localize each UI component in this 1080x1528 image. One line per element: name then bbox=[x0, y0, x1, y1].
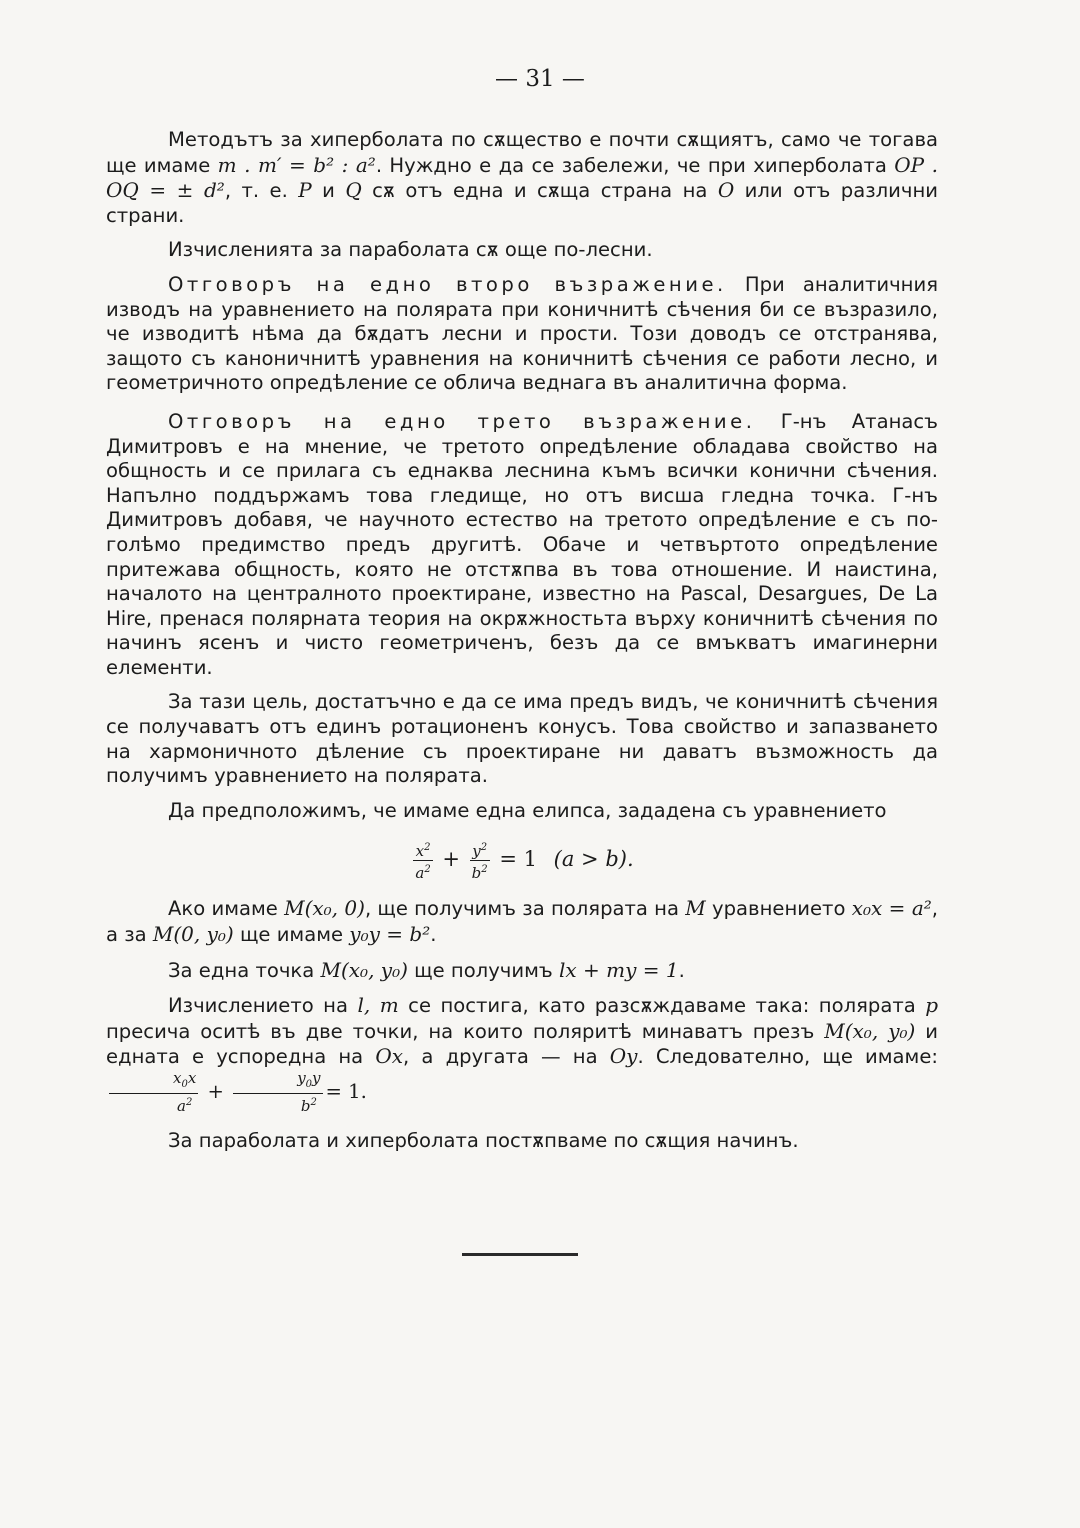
formula-point: M(x₀, 0) bbox=[284, 896, 365, 921]
text-run: пресича оситѣ въ две точки, на които поляритѣ минаватъ презъ bbox=[106, 1019, 825, 1043]
paragraph-parabola: Изчисленията за параболата сѫ още по-лесни. bbox=[168, 238, 653, 262]
symbol-ox: Ox bbox=[375, 1044, 404, 1069]
paragraph-general-point bbox=[106, 958, 938, 984]
formula-m-product: m . m′ = b² : a² bbox=[217, 152, 376, 177]
formula-point: M(x₀, y₀) bbox=[320, 957, 408, 982]
formula-point: M(0, y₀) bbox=[152, 922, 234, 947]
fraction-y2-b2: $\frac{y^2}{b^2}$ bbox=[470, 839, 490, 882]
paragraph-conclusion: За параболата и хиперболата постѫпваме по сѫщия начинъ. bbox=[168, 1129, 799, 1152]
formula-point: M(x₀, y₀) bbox=[824, 1018, 916, 1043]
text-run: . bbox=[430, 923, 437, 947]
paragraph-computation: Изчислението на l, m се постига, като разсѫждаваме така: полярата p пресича оситѣ въ две точки, на които поляритѣ минаватъ презъ M(x₀, y₀) и едната е успоредна на Ox, а другата — на Oy. Следователно, ще имаме: $\frac{x_0x}{a^2}$ + $\frac{y_0y}{b^2}$ = 1. bbox=[106, 993, 938, 1115]
symbol-m: M bbox=[685, 896, 706, 921]
equation-condition: (a > b). bbox=[553, 847, 634, 872]
text-run: се постига, като разсѫждаваме така: полярата bbox=[398, 994, 926, 1018]
text-run: За една точка bbox=[168, 958, 321, 982]
equation-rhs: = 1. bbox=[325, 1080, 367, 1103]
text-run: Г-нъ Атанасъ Димитровъ е на мнение, че третото опредѣление обладава свойство на общность и се прилага съ еднаква леснина къмъ всички конични сѣчения. Напълно поддържамъ това гледище, но отъ висша гледна точка. Г-нъ Димитровъ добавя, че научното естество на третото опредѣление е съ по-голѣмо предимство предъ другитѣ. Обаче и четвъртото опредѣление притежава общность, която не отстѫпва въ това отношение. И наистина, началото на централното проектиране, известно на Pascal, Desargues, De La Hire, пренася полярната теория на окрѫжностьта върху коничнитѣ сѣчения по начинъ ясенъ и чисто геометриченъ, безъ да се вмъкватъ имагинерни елементи. bbox=[106, 409, 939, 679]
symbol-o: O bbox=[717, 178, 735, 203]
text-run: . Нуждно е да се забележи, че при хиперболата bbox=[375, 153, 895, 177]
symbol-p: p bbox=[925, 993, 938, 1018]
page-number: — 31 — bbox=[495, 66, 585, 92]
section-heading: Отговоръ на едно трето възражение. bbox=[168, 409, 756, 433]
paragraph-polar-points bbox=[106, 896, 938, 947]
ellipse-equation: $\frac{x^2}{a^2}$ + $\frac{y^2}{b^2}$ = 1 (a > b). bbox=[106, 839, 938, 882]
text-run: Ако имаме bbox=[168, 897, 285, 921]
equation-rhs: = 1 bbox=[499, 847, 537, 872]
text-run: или отъ различни страни. bbox=[106, 179, 938, 227]
text-run: Изчислението на bbox=[168, 994, 358, 1018]
text-run: , т. е. bbox=[224, 179, 299, 203]
symbol-p: P bbox=[298, 178, 312, 203]
end-rule bbox=[462, 1253, 578, 1256]
formula-polar-y: y₀y = b² bbox=[349, 922, 431, 947]
body-text bbox=[106, 128, 938, 1154]
text-run: . bbox=[678, 958, 685, 982]
paragraph-third-objection bbox=[106, 410, 938, 681]
paragraph-ellipse-intro: Да предположимъ, че имаме една елипса, зададена съ уравнението bbox=[168, 798, 887, 822]
fraction-x2-a2: $\frac{x^2}{a^2}$ bbox=[413, 839, 432, 882]
text-run: ще имаме bbox=[233, 923, 350, 947]
text-run: и bbox=[311, 179, 346, 203]
formula-l-m: l, m bbox=[357, 993, 399, 1018]
text-run: Методътъ за хиперболата по сѫщество е почти сѫщиятъ, само че тогава ще имаме bbox=[106, 128, 938, 177]
paragraph-second-objection bbox=[106, 273, 938, 396]
text-run: При аналитичния изводъ на уравнението на полярата при коничнитѣ сѣчения би се възразило, че изводитѣ нѣма да бѫдатъ лесни и прости. Този доводъ се отстранява, защото съ каноничнитѣ уравнения на коничнитѣ сѣчения се работи лесно, и геометричното опредѣление се облича веднага въ аналитична форма. bbox=[106, 272, 939, 395]
text-run: и едната е успоредна на bbox=[106, 1019, 938, 1069]
fraction-x0x-a2: $\frac{x_0x}{a^2}$ bbox=[109, 1070, 198, 1115]
formula-op-oq: OP . OQ = ± d² bbox=[106, 152, 939, 203]
fraction-y0y-b2: $\frac{y_0y}{b^2}$ bbox=[233, 1070, 322, 1115]
text-run: , а другата — на bbox=[403, 1045, 610, 1069]
symbol-oy: Oy bbox=[609, 1044, 638, 1069]
formula-polar-x: x₀x = a² bbox=[851, 896, 932, 921]
text-run: , ще получимъ за полярата на bbox=[364, 897, 686, 921]
symbol-q: Q bbox=[345, 178, 362, 203]
text-run: . Следователно, ще имаме: bbox=[637, 1045, 938, 1069]
section-heading: Отговоръ на едно второ възражение. bbox=[168, 272, 727, 296]
text-run: ще получимъ bbox=[407, 958, 559, 982]
paragraph-hyperbola bbox=[106, 128, 938, 228]
text-run: , а за bbox=[106, 897, 938, 947]
text-run: сѫ отъ една и сѫща страна на bbox=[361, 179, 718, 203]
paragraph-cone: За тази цель, достатъчно е да се има предъ видъ, че коничнитѣ сѣчения се получаватъ отъ единъ ротационенъ конусъ. Това свойство и запазването на хармоничното дѣление съ проектиране ни даватъ възможность да получимъ уравнението на полярата. bbox=[106, 690, 938, 788]
formula-line: lx + my = 1 bbox=[558, 957, 679, 982]
text-run: уравнението bbox=[705, 897, 852, 921]
